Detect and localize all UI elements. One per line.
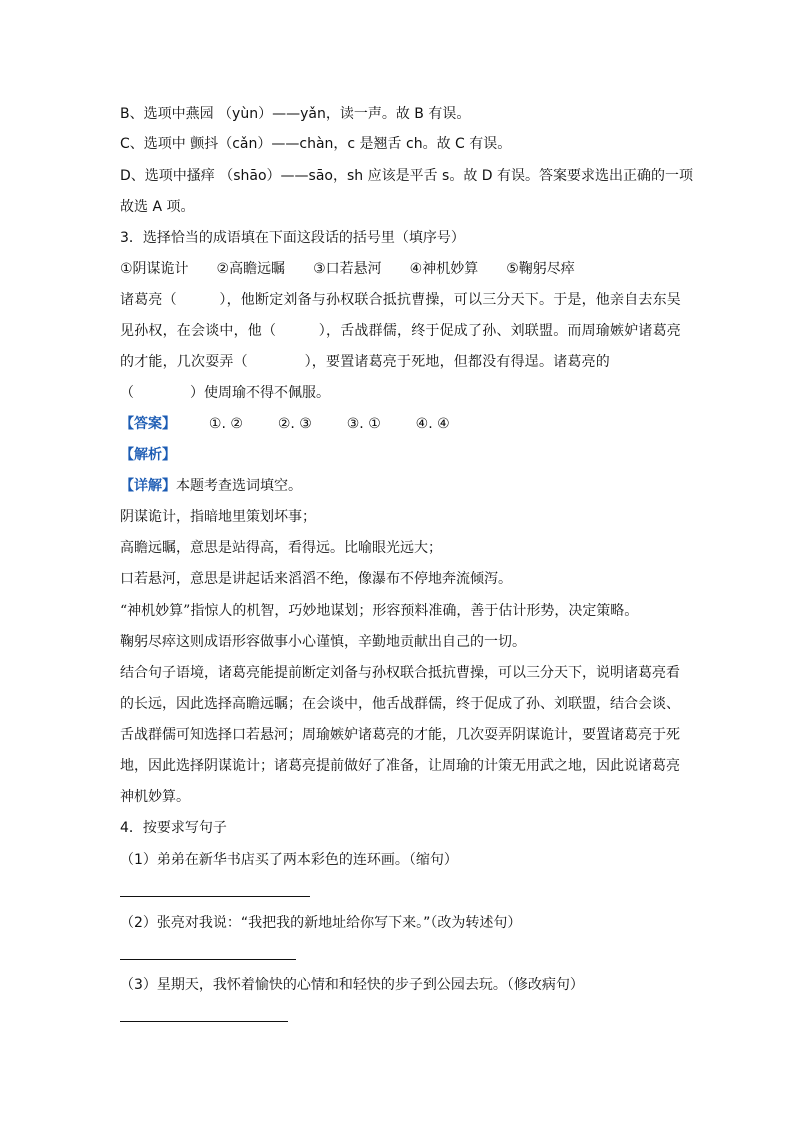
- question-4-title: 4．按要求写句子: [120, 820, 227, 836]
- answer-blank-line-2: [120, 959, 296, 960]
- explain-idiom-2: 高瞻远瞩，意思是站得高，看得远。比喻眼光远大；: [120, 540, 442, 556]
- answer-conclusion: 故选 A 项。: [120, 199, 195, 215]
- explain-idiom-5: 鞠躬尽瘁这则成语形容做事小心谨慎，辛勤地贡献出自己的一切。: [120, 634, 526, 650]
- answer-blank-line-1: [120, 896, 310, 897]
- answer-blank-line-3: [120, 1021, 288, 1022]
- idiom-options: ①阴谋诡计 ②高瞻远瞩 ③口若悬河 ④神机妙算 ⑤鞠躬尽瘁: [120, 261, 575, 277]
- detail-row: [120, 476, 302, 496]
- answer-row: [120, 414, 450, 434]
- analysis-heading: [120, 445, 176, 465]
- sub-question-2: （2）张亮对我说：“我把我的新地址给你写下来。”（改为转述句）: [120, 915, 522, 931]
- detail-label: 【详解】: [120, 478, 176, 494]
- explain-idiom-3: 口若悬河，意思是讲起话来滔滔不绝，像瀑布不停地奔流倾泻。: [120, 571, 512, 587]
- context-line-3: 舌战群儒可知选择口若悬河；周瑜嫉妒诸葛亮的才能，几次耍弄阴谋诡计，要置诸葛亮于死: [120, 727, 680, 743]
- passage-line-2: 见孙权，在会谈中，他（ ），舌战群儒，终于促成了孙、刘联盟。而周瑜嫉妒诸葛亮: [120, 323, 681, 339]
- context-line-1: 结合句子语境，诸葛亮能提前断定刘备与孙权联合抵抗曹操，可以三分天下，说明诸葛亮看: [120, 665, 680, 681]
- answer-item-1: ①. ②: [208, 416, 243, 432]
- context-line-5: 神机妙算。: [120, 789, 190, 805]
- answer-item-3: ③. ①: [346, 416, 381, 432]
- answer-label: 【答案】: [120, 416, 176, 432]
- option-d-explanation: D、选项中搔痒 （shāo）——sāo，sh 应该是平舌 s。故 D 有误。答案要求选出正确的一项: [120, 168, 694, 184]
- context-line-4: 地，因此选择阴谋诡计；诸葛亮提前做好了准备，让周瑜的计策无用武之地，因此说诸葛亮: [120, 758, 680, 774]
- answer-item-4: ④. ④: [415, 416, 450, 432]
- question-3-title: 3．选择恰当的成语填在下面这段话的括号里（填序号）: [120, 230, 465, 246]
- option-b-explanation: B、选项中燕园 （yùn）——yǎn，读一声。故 B 有误。: [120, 106, 471, 122]
- sub-question-1: （1）弟弟在新华书店买了两本彩色的连环画。（缩句）: [120, 852, 458, 868]
- context-line-2: 的长远，因此选择高瞻远瞩；在会谈中，他舌战群儒，终于促成了孙、刘联盟，结合会谈、: [120, 696, 680, 712]
- detail-text: 本题考查选词填空。: [176, 478, 302, 494]
- explain-idiom-4: “神机妙算”指惊人的机智，巧妙地谋划；形容预料准确，善于估计形势，决定策略。: [120, 603, 639, 619]
- passage-line-4: （ ）使周瑜不得不佩服。: [120, 385, 330, 401]
- answer-item-2: ②. ③: [277, 416, 312, 432]
- passage-line-3: 的才能，几次耍弄（ ），要置诸葛亮于死地，但都没有得逞。诸葛亮的: [120, 354, 610, 370]
- sub-question-3: （3）星期天，我怀着愉快的心情和和轻快的步子到公园去玩。（修改病句）: [120, 977, 584, 993]
- analysis-label: 【解析】: [120, 447, 176, 463]
- option-c-explanation: C、选项中 颤抖（cǎn）——chàn，c 是翘舌 ch。故 C 有误。: [120, 136, 512, 152]
- passage-line-1: 诸葛亮（ ），他断定刘备与孙权联合抵抗曹操，可以三分天下。于是，他亲自去东吴: [120, 292, 681, 308]
- explain-idiom-1: 阴谋诡计，指暗地里策划坏事；: [120, 509, 316, 525]
